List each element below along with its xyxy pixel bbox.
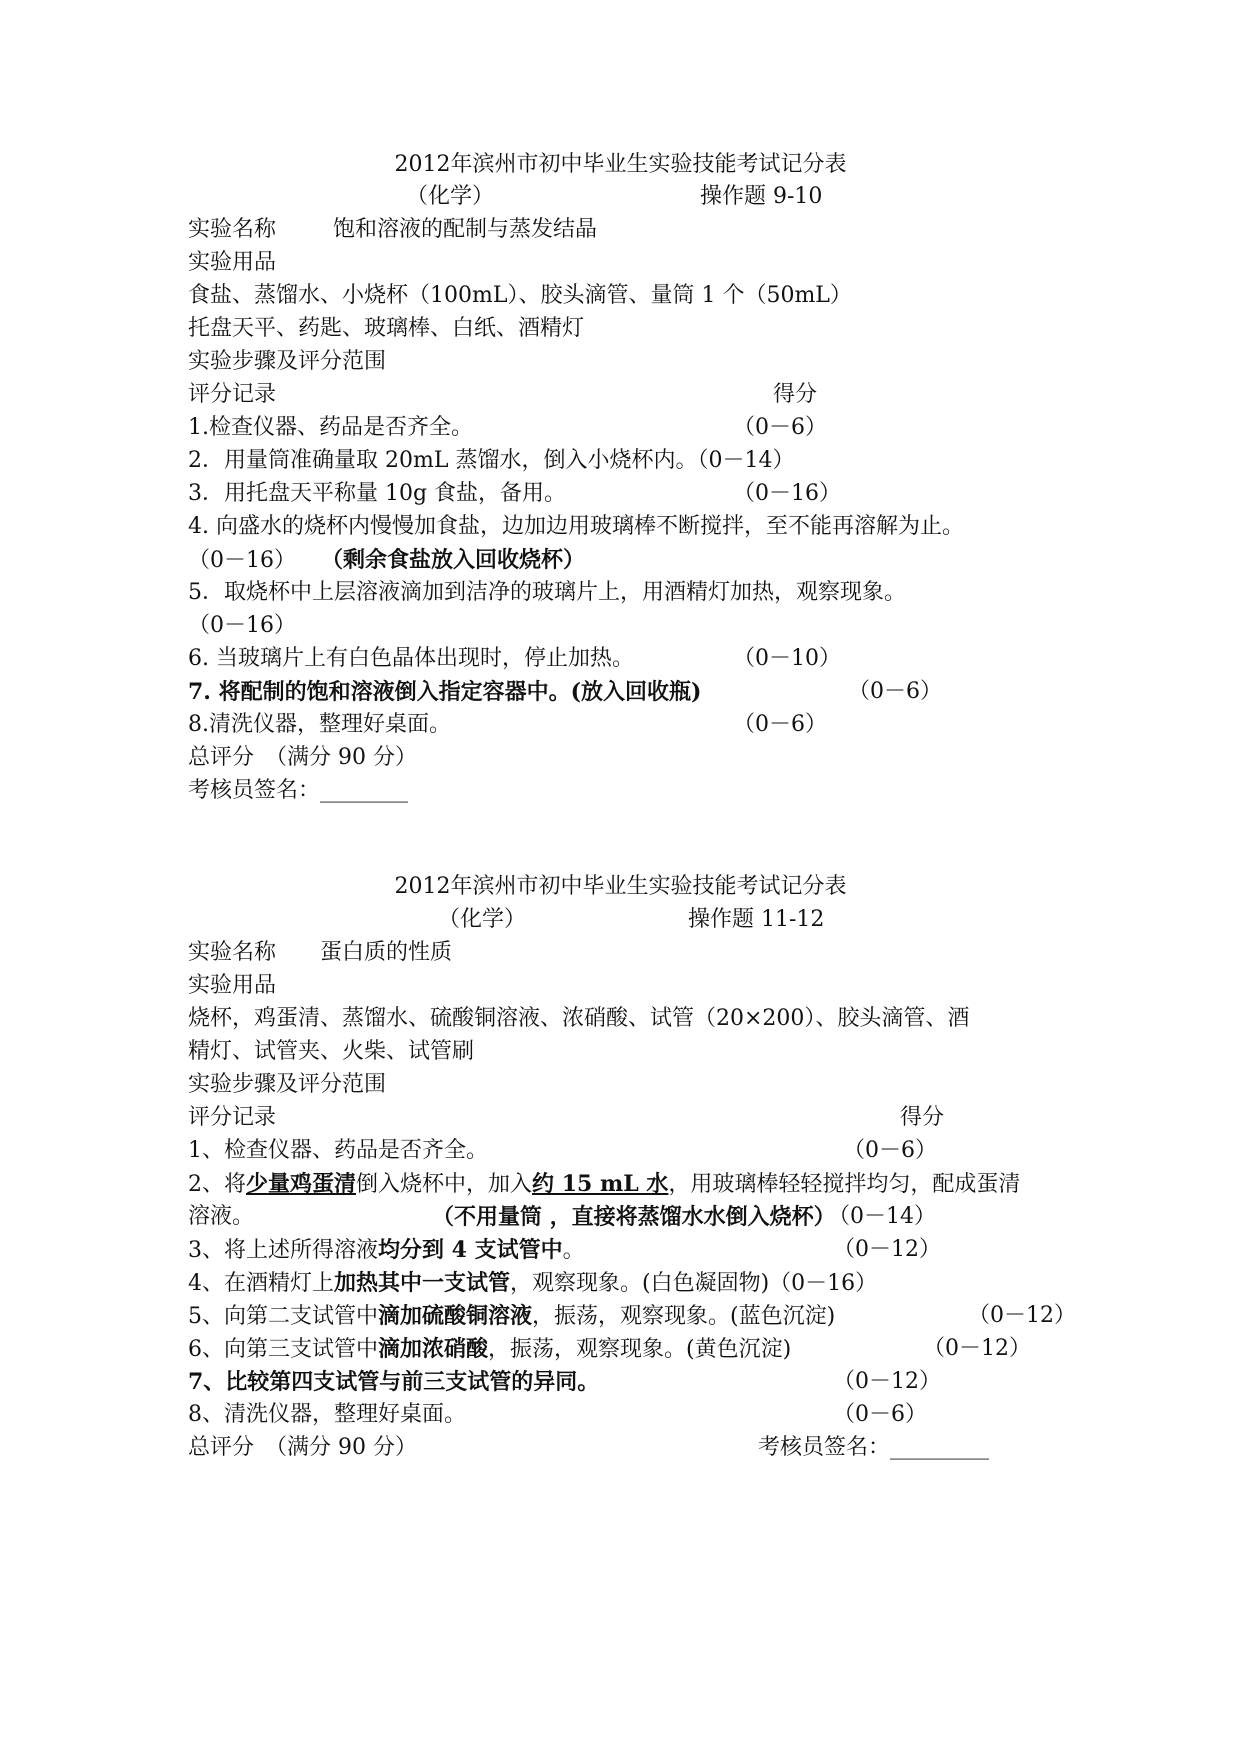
- form2-step-7-score: （0－12）: [833, 1369, 941, 1394]
- form2-step-5-c: ，振荡，观察现象。(蓝色沉淀): [532, 1304, 836, 1329]
- form2-step-7-text: 7、比较第四支试管与前三支试管的异同。: [188, 1369, 600, 1395]
- form1-record-row: [188, 380, 1088, 410]
- form2-step-3-a: 3、将上述所得溶液: [188, 1238, 378, 1263]
- form2-step-6: [188, 1334, 1088, 1365]
- form2-step-5: [188, 1301, 1088, 1332]
- form2-name-label: 实验名称: [188, 940, 277, 965]
- form2-step-4-c: ，观察现象。(白色凝固物)（0－16）: [510, 1271, 878, 1296]
- form2-step-2-score: （0－14）: [828, 1204, 936, 1229]
- form1-step-4-score: （0－16）: [188, 548, 296, 573]
- form2-step-8-text: 8、清洗仪器，整理好桌面。: [188, 1402, 466, 1427]
- form2-materials-1: 烧杯，鸡蛋清、蒸馏水、硫酸铜溶液、浓硝酸、试管（20×200）、胶头滴管、酒: [188, 1006, 970, 1031]
- form1-record-label: 评分记录: [188, 382, 277, 407]
- form2-sign: 考核员签名：_________: [758, 1435, 990, 1460]
- form2-step-2: [188, 1169, 1088, 1200]
- form1-step-4-line2: [188, 545, 1088, 576]
- form2-step-6-b: 滴加浓硝酸: [378, 1336, 489, 1362]
- form2-step-3-b: 均分到 4 支试管中: [378, 1237, 563, 1263]
- form1-step-7-score: （0－6）: [848, 679, 942, 704]
- form1-materials-1: 食盐、蒸馏水、小烧杯（100mL）、胶头滴管、量筒 1 个（50mL）: [188, 283, 852, 308]
- form2-subject: （化学）: [438, 907, 527, 932]
- form1-name-label: 实验名称: [188, 217, 277, 242]
- form1-step-6-text: 6. 当玻璃片上有白色晶体出现时，停止加热。: [188, 646, 634, 671]
- form2-step-3-score: （0－12）: [833, 1237, 941, 1262]
- form2-step-7: [188, 1367, 1088, 1397]
- form1-subject: （化学）: [406, 184, 495, 209]
- form2-step-2-c: 倒入烧杯中，加入: [356, 1172, 533, 1197]
- form2-record-row: [188, 1103, 1088, 1133]
- form1-step-7-text: 7. 将配制的饱和溶液倒入指定容器中。(放入回收瓶): [188, 679, 702, 705]
- form1-step-7: [188, 677, 1088, 707]
- form2-total-row: [188, 1433, 1088, 1463]
- form2-name-value: 蛋白质的性质: [320, 940, 453, 965]
- form2-step-4-a: 4、在酒精灯上: [188, 1271, 334, 1296]
- form1-name-value: 饱和溶液的配制与蒸发结晶: [333, 217, 598, 242]
- form2-step-3: [188, 1235, 1088, 1266]
- form1-score-label: 得分: [773, 382, 818, 407]
- form2-total: 总评分 （满分 90 分）: [188, 1435, 417, 1460]
- form2-step-8: [188, 1400, 1088, 1430]
- form1-step-1-text: 1.检查仪器、药品是否齐全。: [188, 415, 473, 440]
- form1-total: 总评分 （满分 90 分）: [188, 745, 417, 770]
- form1-sign: 考核员签名：________: [188, 778, 409, 803]
- form2-step-2-e: ，用玻璃棒轻轻搅拌均匀，配成蛋清: [668, 1172, 1021, 1197]
- form1-step-5-score: （0－16）: [188, 613, 296, 638]
- form2-step-2-note: （不用量筒 ，直接将蒸馏水水倒入烧杯）: [432, 1204, 836, 1230]
- form1-step-8-score: （0－6）: [733, 712, 827, 737]
- form2-step-5-a: 5、向第二支试管中: [188, 1304, 378, 1329]
- form2-step-1: [188, 1136, 1088, 1166]
- form1-step-2: 2．用量筒准确量取 20mL 蒸馏水，倒入小烧杯内。（0－14）: [188, 448, 795, 473]
- form2-step-1-text: 1、检查仪器、药品是否齐全。: [188, 1138, 488, 1163]
- form1-task: 操作题 9-10: [700, 184, 823, 209]
- form1-step-1-score: （0－6）: [733, 415, 827, 440]
- form2-title: 2012年滨州市初中毕业生实验技能考试记分表: [394, 874, 847, 899]
- form1-materials-2: 托盘天平、药匙、玻璃棒、白纸、酒精灯: [188, 316, 585, 341]
- form1-materials-label: 实验用品: [188, 250, 277, 275]
- form2-materials-2: 精灯、试管夹、火柴、试管刷: [188, 1039, 475, 1064]
- form1-name-row: [188, 215, 1088, 245]
- form1-step-5: 5．取烧杯中上层溶液滴加到洁净的玻璃片上，用酒精灯加热，观察现象。: [188, 580, 906, 605]
- form2-steps-label: 实验步骤及评分范围: [188, 1072, 387, 1097]
- form1-title: 2012年滨州市初中毕业生实验技能考试记分表: [394, 152, 847, 177]
- form1-step-4: 4. 向盛水的烧杯内慢慢加食盐，边加边用玻璃棒不断搅拌，至不能再溶解为止。: [188, 514, 964, 539]
- form1-step-8-text: 8.清洗仪器，整理好桌面。: [188, 712, 451, 737]
- form2-step-2-a: 2、将: [188, 1172, 246, 1197]
- form2-step-8-score: （0－6）: [833, 1402, 927, 1427]
- form1-step-1: [188, 413, 1088, 443]
- form2-task: 操作题 11-12: [688, 907, 825, 932]
- form2-step-5-b: 滴加硫酸铜溶液: [378, 1303, 533, 1329]
- form2-score-label: 得分: [900, 1105, 945, 1130]
- form2-step-1-score: （0－6）: [843, 1138, 937, 1163]
- form2-step-6-a: 6、向第三支试管中: [188, 1337, 378, 1362]
- form1-steps-label: 实验步骤及评分范围: [188, 349, 387, 374]
- form1-step-3-text: 3．用托盘天平称量 10g 食盐，备用。: [188, 481, 567, 506]
- form2-step-2-d: 约 15 mL 水: [532, 1171, 669, 1197]
- form1-step-6: [188, 644, 1088, 674]
- form2-step-2-line2: [188, 1202, 1088, 1232]
- form1-step-4-note: （剩余食盐放入回收烧杯）: [321, 547, 586, 573]
- form2-step-2-b: 少量鸡蛋清: [246, 1171, 357, 1197]
- form1-step-8: [188, 710, 1088, 740]
- form2-name-row: [188, 938, 1088, 968]
- form2-step-6-score: （0－12）: [923, 1336, 1031, 1361]
- form1-step-6-score: （0－10）: [733, 646, 841, 671]
- form2-step-5-score: （0－12）: [968, 1303, 1076, 1328]
- form2-materials-label: 实验用品: [188, 973, 277, 998]
- form2-step-2-line2-text: 溶液。: [188, 1204, 255, 1229]
- form2-step-3-c: 。: [562, 1238, 585, 1263]
- form1-step-3: [188, 479, 1088, 509]
- form2-record-label: 评分记录: [188, 1105, 277, 1130]
- form2-step-4: [188, 1268, 1088, 1299]
- form2-step-6-c: ，振荡，观察现象。(黄色沉淀): [488, 1337, 792, 1362]
- form1-step-3-score: （0－16）: [733, 481, 841, 506]
- form2-step-4-b: 加热其中一支试管: [334, 1270, 511, 1296]
